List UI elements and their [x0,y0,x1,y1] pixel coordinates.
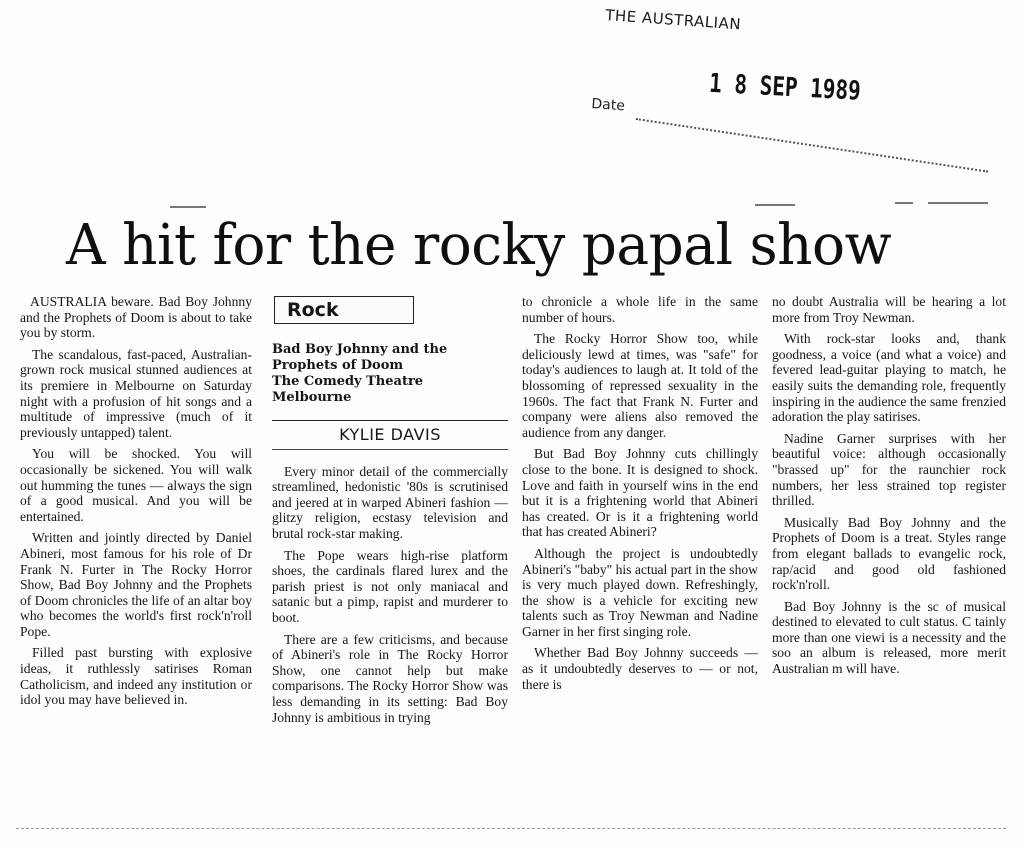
paragraph: But Bad Boy Johnny cuts chillingly close to the bone. It is designed to shock. Love and faith in yourself wins in the end but it is a frightening world that Abineri has created. Or is it a frightening world that has created Abineri? [522,446,758,540]
show-line: Bad Boy Johnny and the [272,342,448,357]
show-line: The Comedy Theatre [272,374,424,389]
date-stamp: 1 8 SEP 1989 [708,68,862,106]
headline: A hit for the rocky papal show [66,213,892,278]
show-line: Prophets of Doom [272,358,404,373]
paragraph: to chronicle a whole life in the same number of hours. [522,294,758,325]
section-badge: Rock [274,296,414,324]
paragraph: There are a few criticisms, and because of Abineri's role in The Rocky Horror Show, one cannot help but make comparisons. The Rocky Horror Show was less demanding in its setting: Bad Boy Johnny is ambitious in trying [272,631,508,725]
paragraph: Every minor detail of the commercially streamlined, hedonistic '80s is scrutinised and jeered at in warped Abineri fashion — glitzy religion, ecstasy television and brutal rock-star making. [272,463,508,541]
scan-specks [160,200,1000,210]
paragraph: You will be shocked. You will occasionally be sickened. You will walk out humming the tunes — always the sign of a good musical. And you will be entertained. [20,446,252,524]
article-column-4 [772,294,1006,683]
paragraph: AUSTRALIA beware. Bad Boy Johnny and the Prophets of Doom is about to take you by storm. [20,294,252,341]
paragraph: The Pope wears high-rise platform shoes, the cardinals flared lurex and the parish priest is not only maniacal and satanic but a pimp, rapist and murderer to boot. [272,547,508,625]
paragraph: Nadine Garner surprises with her beautiful voice: although occasionally "brassed up" for the raunchier rock numbers, her less strained top register thrilled. [772,430,1006,509]
show-line: Melbourne [272,390,352,405]
show-details [272,342,508,406]
article-column-3 [522,294,758,698]
paragraph: The Rocky Horror Show too, while deliciously lewd at times, was "safe" for today's audiences to laugh at. It told of the blossoming of repressed sexuality in the 1960s. The fact that Frank N. Furter and company were aliens also removed the audience from any danger. [522,331,758,440]
paragraph: Musically Bad Boy Johnny and the Prophets of Doom is a treat. Styles range from elegant ballads to evangelic rock, rap/acid and good old fashioned rock'n'roll. [772,514,1006,593]
paragraph: Bad Boy Johnny is the sc of musical destined to elevated to cult status. C tainly more than one viewi is a necessity and the soo an album is released, more merit Australian m will have. [772,598,1006,677]
paragraph: no doubt Australia will be hearing a lot more from Troy Newman. [772,294,1006,325]
date-dotted-line [636,118,988,173]
paragraph: Although the project is undoubtedly Abineri's "baby" his actual part in the show is very much played down. Refreshingly, the show is a vehicle for exciting new talents such as Troy Newman and Nadine Garner in her first singing role. [522,545,758,639]
byline: KYLIE DAVIS [339,425,441,444]
paragraph: The scandalous, fast-paced, Australian-grown rock musical stunned audiences at its premiere in Melbourne on Saturday night with a profusion of hit songs and a multitude of impressive (much of it previously untapped) talent. [20,346,252,440]
paragraph: Written and jointly directed by Daniel Abineri, most famous for his role of Dr Frank N. Furter in The Rocky Horror Show, Bad Boy Johnny and the Prophets of Doom chronicles the life of an altar boy who becomes the world's first rock'n'roll Pope. [20,530,252,639]
paragraph: With rock-star looks and, thank goodness, a voice (and what a voice) and fevered lead-guitar playing to match, he easily suits the demanding role, frequently inspiring in the audience the same frenzied adoration the play satirises. [772,331,1006,425]
clipping-edge [16,828,1006,829]
article-column-1 [20,294,252,714]
divider [272,449,508,450]
date-label: Date [590,96,626,115]
paragraph: Whether Bad Boy Johnny succeeds — as it undoubtedly deserves to — or not, there is [522,645,758,692]
newspaper-source-stamp: THE AUSTRALIAN [604,6,742,34]
paragraph: Filled past bursting with explosive ideas, it ruthlessly satirises Roman Catholicism, and indeed any institution or idol you may have believed in. [20,645,252,708]
article-column-2 [272,294,508,731]
